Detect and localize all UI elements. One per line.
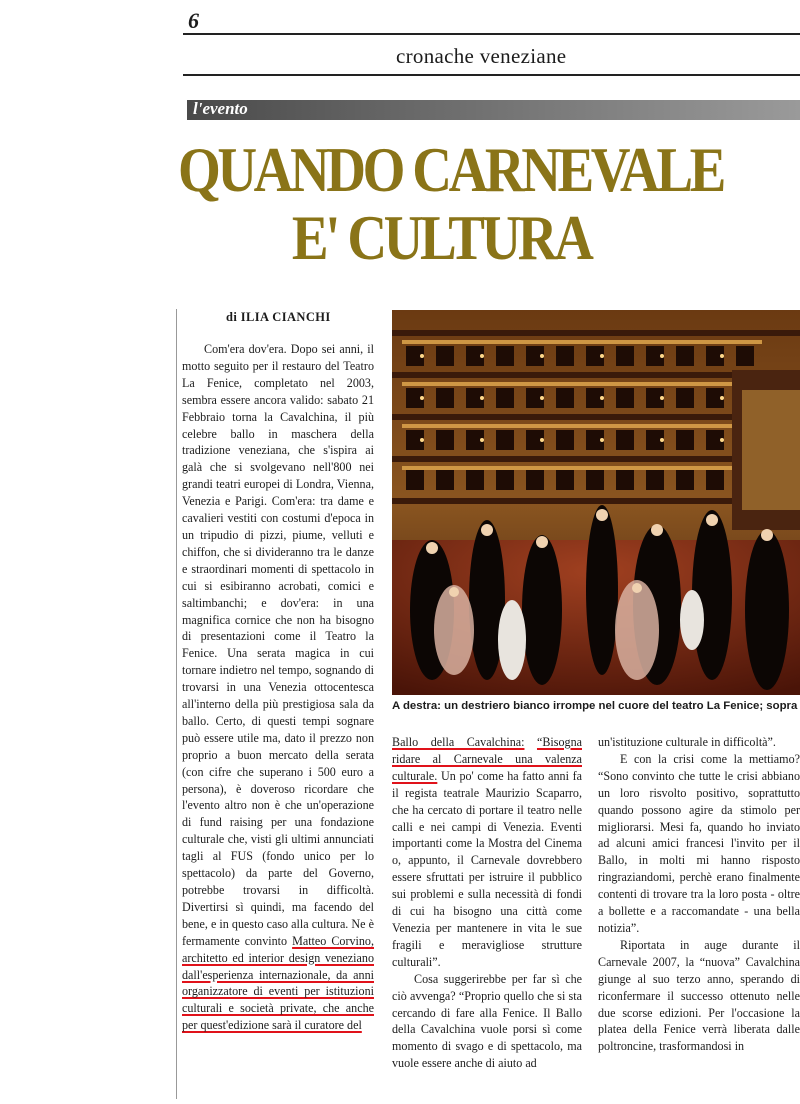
highlighted-passage: Matteo Corvino, architetto ed interior design veneziano dall'esperienza internazionale, da anni organizzatore di eventi per istituzioni culturali e società private, che anche per quest'edizione sarà il curatore del (182, 933, 374, 1033)
column-divider (176, 309, 177, 1099)
byline: di ILIA CIANCHI (226, 310, 331, 324)
photo-caption: A destra: un destriero bianco irrompe nel cuore del teatro La Fenice; sopra (392, 700, 798, 712)
column-1-paragraph (182, 341, 374, 1034)
headline-line-1: QUANDO CARNEVALE (178, 134, 723, 205)
column-2-paragraph-2: Cosa suggerirebbe per far sì che ciò avvenga? “Proprio quello che si sta cercando di fare alla Fenice. Il Ballo della Cavalchina vuole porsi sì come momento di svago e di spettacolo, ma vuole essere anche di aiuto ad (392, 971, 582, 1071)
column-2-lead: Ballo della Cavalchina: (392, 735, 525, 749)
headline (178, 134, 723, 273)
article-column-1 (182, 341, 374, 1034)
page-number: 6 (188, 8, 199, 33)
kicker-band (187, 100, 800, 120)
column-3-paragraph-3: Riportata in auge durante il Carnevale 2007, la “nuova” Cavalchina giunge al suo terzo anno, sperando di riconfermare il successo ottenuto nelle due scorse edizioni. Per l'occasione la platea della Fenice verrà liberata dalle poltroncine, trasformandosi in (598, 937, 800, 1054)
photo (392, 310, 800, 695)
column-1-text: Com'era dov'era. Dopo sei anni, il motto seguito per il restauro del Teatro La Fenice, completato nel 2003, sembra essere ancora valido: sabato 21 Febbraio torna la Cavalchina, il più celebre ballo in maschera della tradizione veneziana, che s'ispira ai galà che si svolgevano nell'800 nei grandi teatri europei di Londra, Vienna, Venezia e Parigi. Com'era: tra dame e cavalieri vestiti con costumi d'epoca in un tripudio di pizzi, piume, velluti e chiffon, che si divideranno tra le danze e straordinari momenti di spettacolo in cui si esibiranno acrobati, comici e saltimbanchi; e dov'era: in una magnifica cornice che non ha bisogno di presentazioni come il Teatro la Fenice. Una serata magica in cui tornare indietro nel tempo, sognando di trovarsi in una Venezia ottocentesca all'interno della più prestigiosa sala da ballo. Certo, di questi tempi sognare può essere utile ma, dato il prezzo non proprio a buon mercato della serata (con cifre che superano i 500 euro a persona), è doveroso ricordare che l'evento altro non è che un'operazione di fund raising per una fondazione culturale che, visti gli ultimi annunciati tagli al FUS (fondo unico per lo spettacolo) da parte del Governo, potrebbe trovarsi in difficoltà. Divertirsi sì quindi, ma facendo del bene, e in questo caso alla cultura. Ne è fermamente convinto (182, 342, 374, 948)
kicker-label: l'evento (193, 99, 248, 118)
column-3-paragraph-1: un'istituzione culturale in difficoltà”. (598, 735, 776, 749)
headline-line-2: E' CULTURA (291, 202, 591, 273)
column-2-text: Un po' come ha fatto anni fa il regista teatrale Maurizio Scaparro, che ha cercato di portare il teatro nelle calli e nei campi di Venezia. Eventi importanti come la Mostra del Cinema o, appunto, il Carnevale dovrebbero essere sfruttati per istruire il pubblico sui problemi e sulla necessità di fondi di cui ha bisogno una città come Venezia per mantenere in vita le sue fragili e meravigliose strutture culturali”. (392, 768, 582, 969)
column-2-paragraph-1 (392, 734, 582, 971)
highlighted-quote: “Bisogna ridare al Carnevale una valenza culturale. (392, 735, 582, 783)
article-column-3 (598, 734, 800, 1055)
section-title: cronache veneziane (396, 44, 567, 68)
theater-ballroom-photo (392, 310, 800, 695)
header-rule-bottom (183, 74, 800, 76)
header-rule-top (183, 33, 800, 35)
article-column-2 (392, 734, 582, 1072)
column-3-paragraph-2: E con la crisi come la mettiamo? “Sono convinto che tutte le crisi abbiano un loro risvolto positivo, soprattutto quando possono agire da stimolo per migliorarsi. Mesi fa, quando ho inviato ad alcuni amici francesi l'invito per il Ballo, in molti mi hanno risposto ringraziandomi, perchè erano finalmente contenti di trovare tra la loro posta - oltre a bollette e a raccomandate - una bella notizia”. (598, 751, 800, 935)
